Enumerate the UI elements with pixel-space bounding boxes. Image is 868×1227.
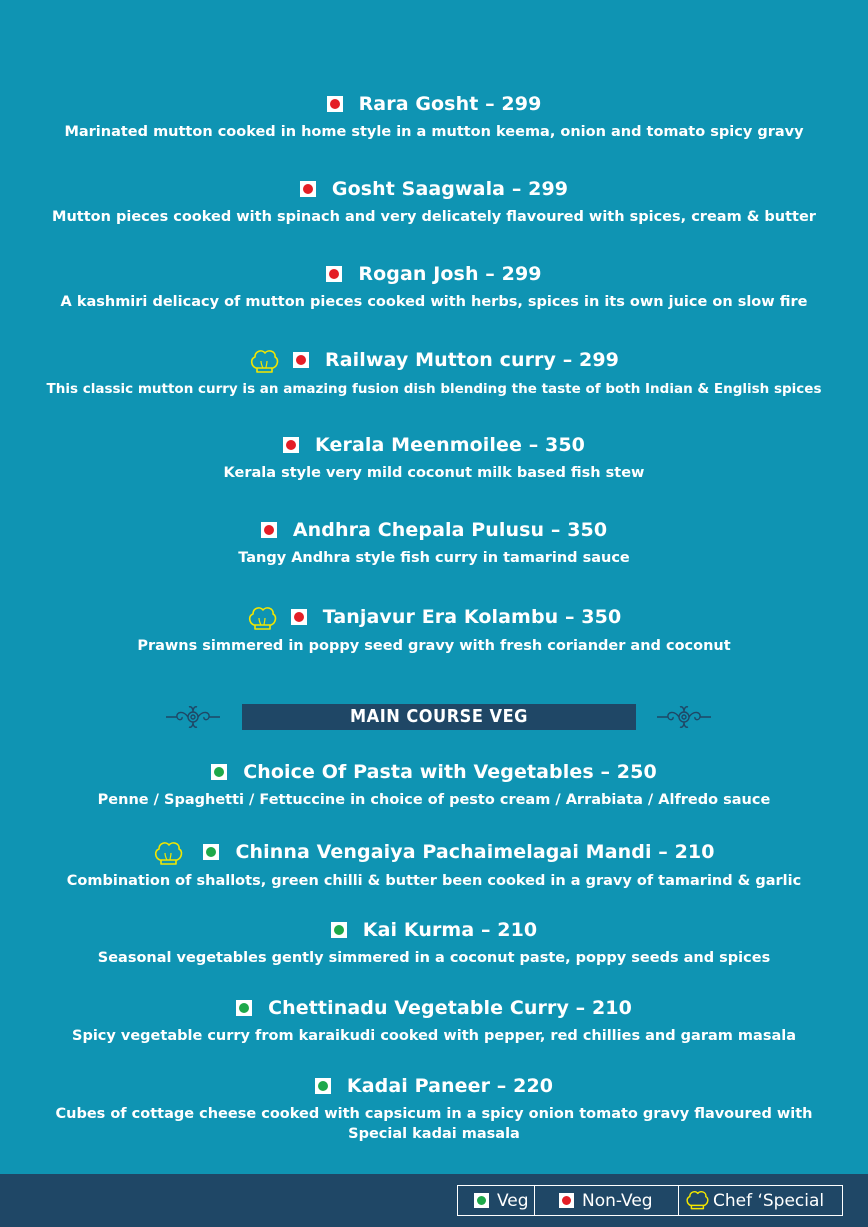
menu-item — [0, 518, 868, 568]
item-title: Kadai Paneer – 220 — [346, 1075, 554, 1097]
menu-item — [0, 996, 868, 1046]
chef-hat-icon — [685, 1188, 709, 1214]
item-title: Railway Mutton curry – 299 — [325, 349, 619, 371]
menu-item — [0, 839, 868, 891]
legend-chef-label: Chef ‘Special — [713, 1190, 825, 1211]
item-description: Prawns simmered in poppy seed gravy with fresh coriander and coconut — [137, 638, 731, 654]
nonveg-marker-icon — [293, 352, 309, 368]
nonveg-marker-icon — [300, 181, 316, 197]
item-description: A kashmiri delicacy of mutton pieces cooked with herbs, spices in its own juice on slow fire — [60, 294, 808, 310]
menu-item — [0, 262, 868, 312]
legend-nonveg — [534, 1186, 678, 1215]
chef-hat-icon — [153, 839, 183, 865]
nonveg-marker-icon — [283, 437, 299, 453]
section-title: MAIN COURSE VEG — [242, 704, 636, 730]
menu-item — [0, 177, 868, 227]
item-description: This classic mutton curry is an amazing fusion dish blending the taste of both Indian & English spices — [46, 381, 822, 397]
item-title: Kerala Meenmoilee – 350 — [315, 434, 585, 456]
menu-item — [0, 760, 868, 810]
item-description: Marinated mutton cooked in home style in a mutton keema, onion and tomato spicy gravy — [64, 124, 804, 140]
veg-marker-icon — [315, 1078, 331, 1094]
item-description: Spicy vegetable curry from karaikudi cooked with pepper, red chillies and garam masala — [72, 1028, 796, 1044]
menu-item — [0, 1074, 868, 1144]
item-title: Rogan Josh – 299 — [358, 263, 542, 285]
item-description: Tangy Andhra style fish curry in tamarind sauce — [238, 550, 630, 566]
item-title: Choice Of Pasta with Vegetables – 250 — [243, 761, 657, 783]
chef-hat-icon — [247, 604, 277, 630]
item-title: Andhra Chepala Pulusu – 350 — [292, 519, 608, 541]
menu-item — [0, 433, 868, 483]
ornament-icon — [654, 704, 714, 730]
nonveg-marker-icon — [327, 96, 343, 112]
veg-marker-icon — [236, 1000, 252, 1016]
nonveg-marker-icon — [291, 609, 307, 625]
item-description: Penne / Spaghetti / Fettuccine in choice of pesto cream / Arrabiata / Alfredo sauce — [97, 792, 771, 808]
item-title: Chinna Vengaiya Pachaimelagai Mandi – 210 — [235, 841, 715, 863]
menu-item — [0, 347, 868, 399]
nonveg-marker-icon — [326, 266, 342, 282]
veg-marker-icon — [474, 1193, 489, 1208]
item-description: Mutton pieces cooked with spinach and very delicately flavoured with spices, cream & butter — [52, 209, 816, 225]
ornament-icon — [163, 704, 223, 730]
veg-marker-icon — [211, 764, 227, 780]
item-title: Chettinadu Vegetable Curry – 210 — [268, 997, 632, 1019]
legend — [457, 1185, 843, 1216]
veg-marker-icon — [203, 844, 219, 860]
legend-veg-label: Veg — [497, 1190, 529, 1211]
item-description: Combination of shallots, green chilli & butter been cooked in a gravy of tamarind & garlic — [66, 873, 802, 889]
veg-marker-icon — [331, 922, 347, 938]
item-description: Seasonal vegetables gently simmered in a coconut paste, poppy seeds and spices — [97, 950, 771, 966]
item-title: Gosht Saagwala – 299 — [331, 178, 569, 200]
item-title: Kai Kurma – 210 — [362, 919, 538, 941]
nonveg-marker-icon — [261, 522, 277, 538]
item-title: Tanjavur Era Kolambu – 350 — [322, 606, 622, 628]
menu-item — [0, 604, 868, 656]
footer — [0, 1174, 868, 1227]
item-title: Rara Gosht – 299 — [358, 93, 542, 115]
item-description: Kerala style very mild coconut milk based fish stew — [223, 465, 645, 481]
section-header — [0, 704, 868, 732]
item-description: Cubes of cottage cheese cooked with capsicum in a spicy onion tomato gravy flavoured with Special kadai masala — [55, 1106, 813, 1142]
nonveg-marker-icon — [559, 1193, 574, 1208]
menu-item — [0, 92, 868, 142]
legend-nonveg-label: Non-Veg — [582, 1190, 653, 1211]
chef-hat-icon — [249, 347, 279, 373]
menu-item — [0, 918, 868, 968]
legend-veg — [458, 1186, 534, 1215]
legend-chef — [678, 1186, 842, 1215]
